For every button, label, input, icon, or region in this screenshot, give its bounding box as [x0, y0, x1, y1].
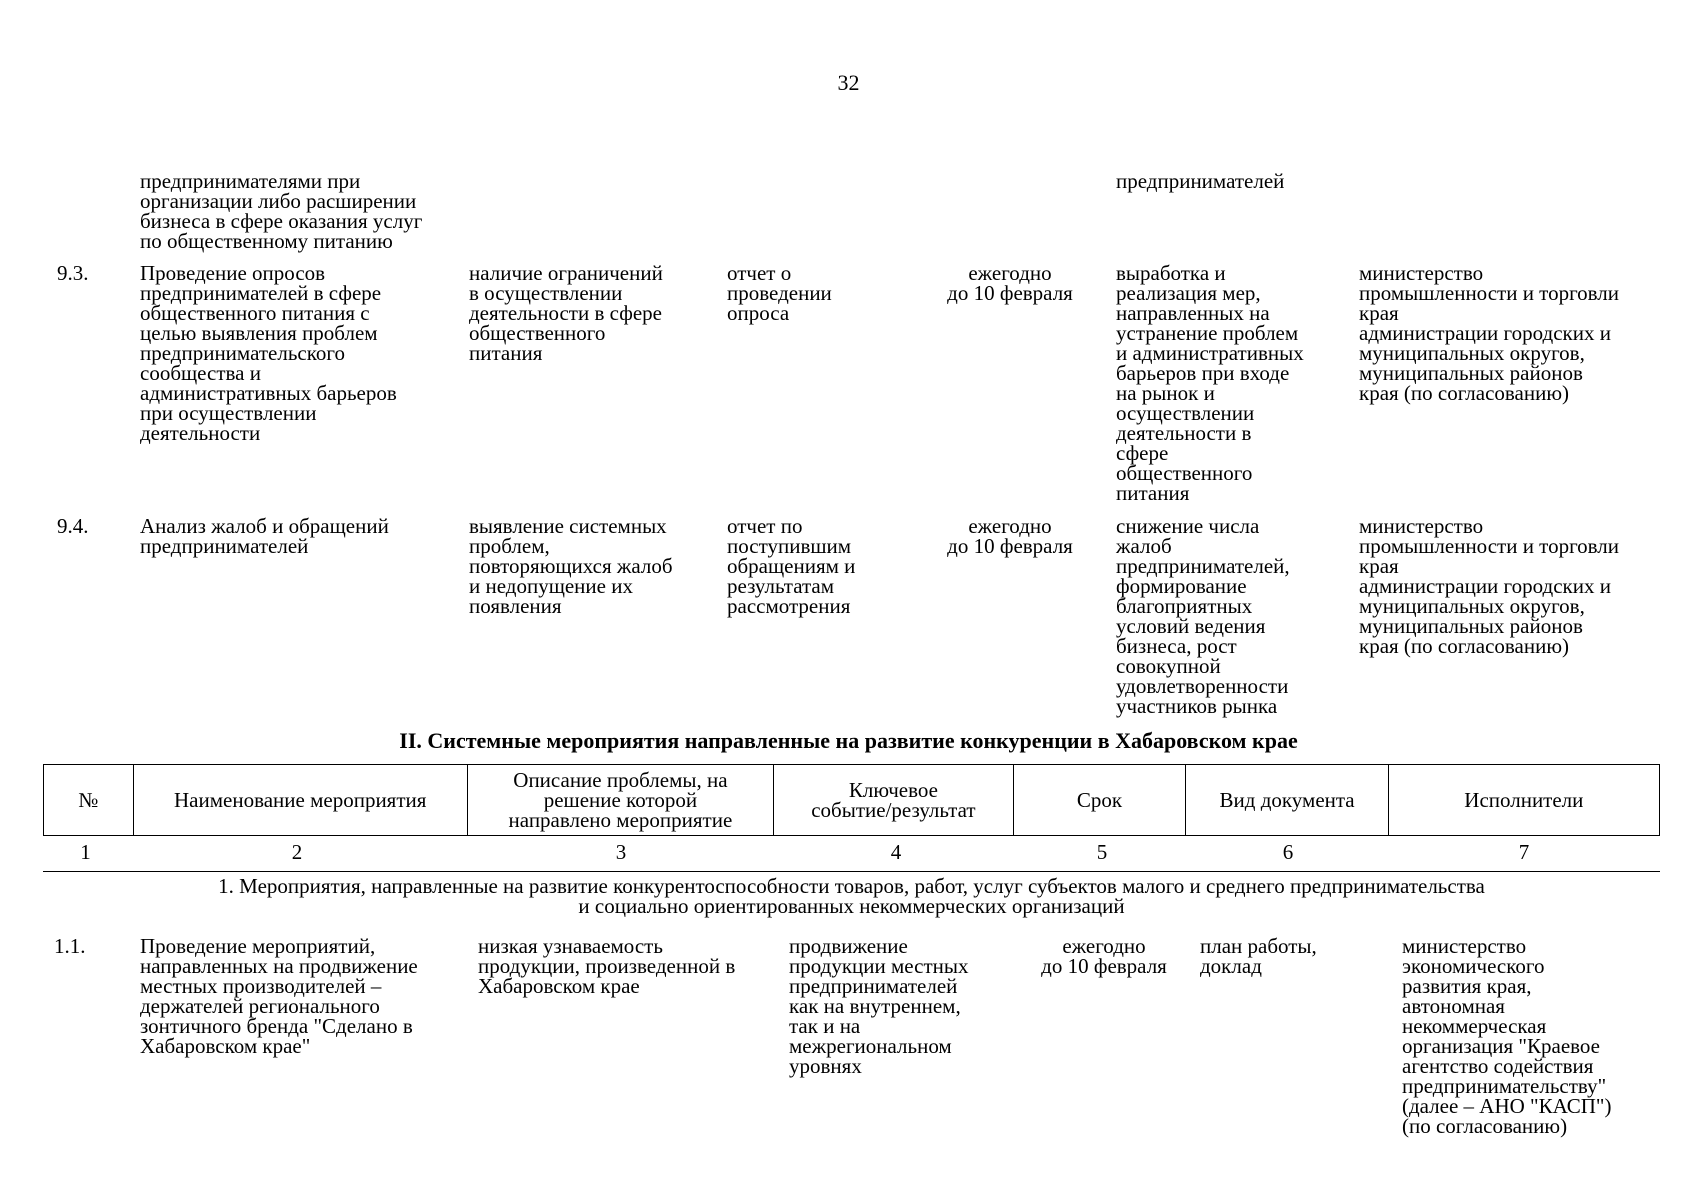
- row-term: ежегодно до 10 февраля: [1041, 934, 1167, 978]
- divider: [43, 871, 1660, 872]
- section-title: II. Системные мероприятия направленные на развитие конкуренции в Хабаровском крае: [399, 728, 1298, 753]
- header-name: Наименование мероприятия: [133, 765, 467, 836]
- row-name: Проведение мероприятий, направленных на продвижение местных производителей – держателей регионального зонтичного бренда "Сделано в Хабаровском крае": [140, 934, 418, 1058]
- column-number: 2: [291, 840, 303, 864]
- header-term: Срок: [1013, 765, 1186, 836]
- page-number: 32: [837, 70, 860, 95]
- table-header: [43, 764, 1660, 836]
- continuation-name: предпринимателями при организации либо расширении бизнеса в сфере оказания услуг по общественному питанию: [140, 169, 423, 253]
- column-number: 6: [1282, 840, 1294, 864]
- row-executors: министерство промышленности и торговли края администрации городских и муниципальных округов, муниципальных районов края (по согласованию): [1359, 261, 1620, 405]
- row-number: 9.4.: [57, 514, 89, 538]
- row-problem: низкая узнаваемость продукции, произведенной в Хабаровском крае: [478, 934, 736, 998]
- row-document: план работы, доклад: [1200, 934, 1317, 978]
- row-result: продвижение продукции местных предпринимателей как на внутреннем, так и на межрегиональном уровнях: [789, 934, 969, 1078]
- header-document: Вид документа: [1186, 765, 1388, 836]
- column-number: 5: [1096, 840, 1108, 864]
- header-result: Ключевое событие/результат: [774, 765, 1013, 836]
- row-number: 9.3.: [57, 261, 89, 285]
- row-document: отчет по поступившим обращениям и результатам рассмотрения: [727, 514, 856, 618]
- row-result: выработка и реализация мер, направленных на устранение проблем и административных барьеров при входе на рынок и осуществлении деятельности в сфере общественного питания: [1116, 261, 1304, 505]
- row-document: отчет о проведении опроса: [727, 261, 832, 325]
- column-number: 7: [1518, 840, 1530, 864]
- header-problem: Описание проблемы, на решение которой направлено мероприятие: [467, 765, 774, 836]
- row-name: Анализ жалоб и обращений предпринимателей: [140, 514, 389, 558]
- column-number: 4: [890, 840, 902, 864]
- row-problem: выявление системных проблем, повторяющихся жалоб и недопущение их появления: [469, 514, 673, 618]
- row-executors: министерство промышленности и торговли края администрации городских и муниципальных округов, муниципальных районов края (по согласованию): [1359, 514, 1620, 658]
- row-term: ежегодно до 10 февраля: [947, 261, 1073, 305]
- column-numbers-row: [43, 840, 1660, 868]
- row-problem: наличие ограничений в осуществлении деятельности в сфере общественного питания: [469, 261, 663, 365]
- subsection-title: 1. Мероприятия, направленные на развитие конкурентоспособности товаров, работ, услуг субъектов малого и среднего предпринимательства и социально ориентированных некоммерческих организаций: [218, 874, 1485, 918]
- column-number: 3: [615, 840, 627, 864]
- column-number: 1: [80, 840, 91, 864]
- row-result: снижение числа жалоб предпринимателей, формирование благоприятных условий ведения бизнеса, рост совокупной удовлетворенности участников рынка: [1116, 514, 1290, 718]
- header-number: №: [44, 765, 134, 836]
- header-executors: Исполнители: [1388, 765, 1659, 836]
- continuation-result: предпринимателей: [1116, 169, 1285, 193]
- row-name: Проведение опросов предпринимателей в сфере общественного питания с целью выявления проблем предпринимательского сообщества и административных барьеров при осуществлении деятельности: [140, 261, 397, 445]
- row-term: ежегодно до 10 февраля: [947, 514, 1073, 558]
- row-executors: министерство экономического развития края, автономная некоммерческая организация "Краевое агентство содействия предпринимательству" (далее – АНО "КАСП") (по согласованию): [1402, 934, 1612, 1138]
- row-number: 1.1.: [54, 934, 86, 958]
